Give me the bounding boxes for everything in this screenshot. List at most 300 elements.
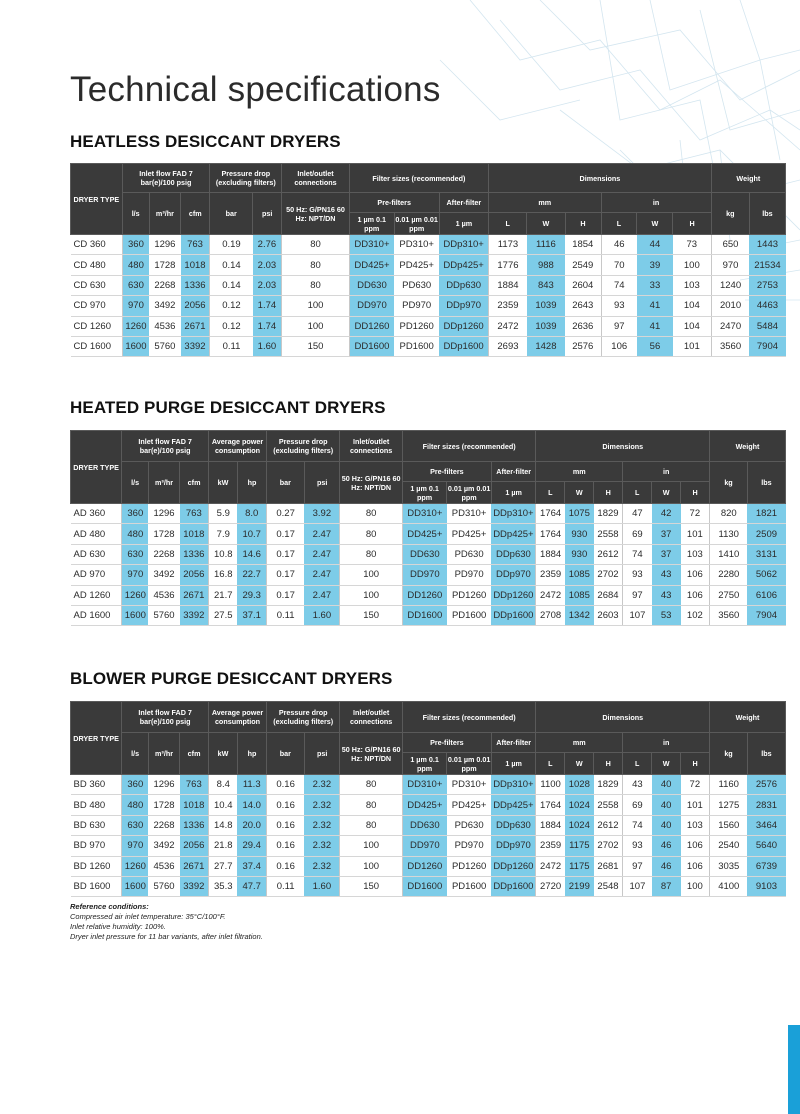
table-row xyxy=(71,605,786,625)
table-row xyxy=(71,775,786,795)
dryer-type-cell: CD 1600 xyxy=(71,336,123,356)
heated-section-title: HEATED PURGE DESICCANT DRYERS xyxy=(70,398,386,417)
table-cell: 360 xyxy=(122,504,149,524)
col-in-h: H xyxy=(681,482,710,504)
table-cell: 41 xyxy=(637,296,673,316)
table-cell: 101 xyxy=(681,795,710,815)
table-cell: 0.14 xyxy=(210,275,253,295)
col-cfm: cfm xyxy=(180,733,209,775)
table-cell: 1728 xyxy=(149,255,180,275)
table-cell: 74 xyxy=(601,275,637,295)
table-cell: 39 xyxy=(637,255,673,275)
table-cell: 0.17 xyxy=(266,544,304,564)
col-dryer-type: DRYER TYPE xyxy=(71,164,123,235)
reference-line: Inlet relative humidity: 100%. xyxy=(70,922,166,931)
table-cell: 1260 xyxy=(122,856,149,876)
table-cell: 33 xyxy=(637,275,673,295)
table-cell: 1764 xyxy=(536,524,565,544)
col-inlet-outlet: Inlet/outlet connections xyxy=(340,702,402,733)
col-m3hr: m³/hr xyxy=(148,462,179,504)
table-cell: 3131 xyxy=(747,544,785,564)
reference-conditions xyxy=(70,902,263,942)
table-cell: DDp970 xyxy=(491,836,536,856)
table-cell: 4536 xyxy=(149,316,180,336)
col-m3hr: m³/hr xyxy=(149,193,180,235)
table-cell: 2.03 xyxy=(253,275,282,295)
table-cell: 1336 xyxy=(180,815,209,835)
table-cell: 2753 xyxy=(749,275,785,295)
table-cell: 1560 xyxy=(710,815,748,835)
table-cell: 1.60 xyxy=(304,876,340,896)
table-cell: 107 xyxy=(623,876,652,896)
col-psi: psi xyxy=(253,193,282,235)
table-cell: 2612 xyxy=(594,815,623,835)
col-afterfilter-1: 1 µm xyxy=(439,213,488,235)
table-cell: DD425+ xyxy=(349,255,394,275)
table-cell: DDp1600 xyxy=(491,876,536,896)
table-cell: DDp310+ xyxy=(439,235,488,255)
table-cell: 1173 xyxy=(489,235,527,255)
table-row xyxy=(71,544,786,564)
table-cell: 2280 xyxy=(710,565,748,585)
table-cell: 29.4 xyxy=(237,836,266,856)
col-bar: bar xyxy=(210,193,253,235)
table-cell: 1776 xyxy=(489,255,527,275)
page-title: Technical specifications xyxy=(70,70,441,109)
table-cell: DDp310+ xyxy=(491,504,536,524)
table-cell: 3492 xyxy=(149,296,180,316)
col-prefilter-1: 1 µm 0.1 ppm xyxy=(349,213,394,235)
table-cell: 27.5 xyxy=(209,605,238,625)
dryer-type-cell: AD 970 xyxy=(71,565,122,585)
table-cell: DD970 xyxy=(349,296,394,316)
table-cell: 27.7 xyxy=(209,856,238,876)
table-cell: 1039 xyxy=(527,296,565,316)
table-cell: 2268 xyxy=(148,815,179,835)
col-prefilter-1: 1 µm 0.1 ppm xyxy=(402,482,447,504)
table-cell: 97 xyxy=(623,585,652,605)
table-cell: DD630 xyxy=(349,275,394,295)
table-cell: 2708 xyxy=(536,605,565,625)
table-cell: 103 xyxy=(673,275,711,295)
table-cell: 2612 xyxy=(594,544,623,564)
table-cell: 3392 xyxy=(181,336,210,356)
table-cell: 0.11 xyxy=(266,876,304,896)
table-cell: 1821 xyxy=(747,504,785,524)
table-cell: 0.16 xyxy=(266,856,304,876)
table-cell: 2359 xyxy=(536,565,565,585)
table-cell: 0.17 xyxy=(266,565,304,585)
table-cell: 1130 xyxy=(710,524,748,544)
dryer-type-cell: CD 970 xyxy=(71,296,123,316)
col-lbs: lbs xyxy=(749,193,785,235)
table-cell: 2472 xyxy=(489,316,527,336)
table-cell: 103 xyxy=(681,544,710,564)
col-in-w: W xyxy=(637,213,673,235)
table-cell: 8.0 xyxy=(237,504,266,524)
table-cell: 5760 xyxy=(148,605,179,625)
table-cell: 1600 xyxy=(122,876,149,896)
table-cell: 820 xyxy=(710,504,748,524)
table-cell: 0.19 xyxy=(210,235,253,255)
table-cell: 480 xyxy=(122,255,149,275)
page-edge-tab xyxy=(788,1025,800,1114)
table-cell: PD630 xyxy=(394,275,439,295)
table-cell: 360 xyxy=(122,235,149,255)
table-cell: PD310+ xyxy=(394,235,439,255)
table-cell: 7904 xyxy=(749,336,785,356)
table-row xyxy=(71,815,786,835)
table-cell: 1175 xyxy=(565,836,594,856)
col-dimensions: Dimensions xyxy=(536,431,710,462)
col-kg: kg xyxy=(711,193,749,235)
table-cell: 2576 xyxy=(747,775,785,795)
table-cell: 1075 xyxy=(565,504,594,524)
table-cell: 843 xyxy=(527,275,565,295)
table-cell: 150 xyxy=(340,605,402,625)
table-cell: 1884 xyxy=(536,815,565,835)
table-cell: 7.9 xyxy=(209,524,238,544)
table-cell: 3.92 xyxy=(304,504,340,524)
table-cell: DDp630 xyxy=(439,275,488,295)
col-lbs: lbs xyxy=(747,462,785,504)
table-cell: 1884 xyxy=(536,544,565,564)
table-row xyxy=(71,336,786,356)
table-cell: 4536 xyxy=(148,585,179,605)
col-in-l: L xyxy=(601,213,637,235)
table-cell: 2576 xyxy=(565,336,601,356)
table-cell: 2.03 xyxy=(253,255,282,275)
col-mm-w: W xyxy=(565,482,594,504)
table-cell: DDp1600 xyxy=(491,605,536,625)
table-cell: 80 xyxy=(282,255,349,275)
table-cell: 100 xyxy=(340,856,402,876)
table-cell: 46 xyxy=(652,836,681,856)
dryer-type-cell: CD 480 xyxy=(71,255,123,275)
table-cell: 2.47 xyxy=(304,565,340,585)
col-after-filter: After-filter xyxy=(491,733,536,753)
table-cell: 1854 xyxy=(565,235,601,255)
table-cell: 1296 xyxy=(149,235,180,255)
col-avg-power: Average power consumption xyxy=(209,431,267,462)
table-cell: 0.11 xyxy=(266,605,304,625)
dryer-type-cell: CD 630 xyxy=(71,275,123,295)
table-cell: DD1600 xyxy=(349,336,394,356)
dryer-type-cell: BD 1600 xyxy=(71,876,122,896)
col-in: in xyxy=(623,462,710,482)
col-psi: psi xyxy=(304,462,340,504)
table-cell: 1085 xyxy=(565,585,594,605)
table-cell: 80 xyxy=(340,795,402,815)
table-cell: 1100 xyxy=(536,775,565,795)
col-ls: l/s xyxy=(122,733,149,775)
table-cell: 53 xyxy=(652,605,681,625)
col-afterfilter-1: 1 µm xyxy=(491,482,536,504)
table-cell: DDp425+ xyxy=(491,524,536,544)
table-row xyxy=(71,316,786,336)
table-row xyxy=(71,296,786,316)
table-cell: 100 xyxy=(340,585,402,605)
table-cell: 100 xyxy=(282,316,349,336)
table-cell: 100 xyxy=(282,296,349,316)
table-cell: 21534 xyxy=(749,255,785,275)
table-cell: PD970 xyxy=(394,296,439,316)
table-cell: 93 xyxy=(623,565,652,585)
col-cfm: cfm xyxy=(180,462,209,504)
table-cell: 0.16 xyxy=(266,775,304,795)
table-cell: 2671 xyxy=(180,856,209,876)
table-cell: 2604 xyxy=(565,275,601,295)
dryer-type-cell: BD 360 xyxy=(71,775,122,795)
col-connection-spec: 50 Hz: G/PN16 60 Hz: NPT/DN xyxy=(340,733,402,775)
table-cell: PD630 xyxy=(447,815,492,835)
table-cell: 1443 xyxy=(749,235,785,255)
col-mm-h: H xyxy=(594,482,623,504)
table-cell: 21.8 xyxy=(209,836,238,856)
col-dimensions: Dimensions xyxy=(536,702,710,733)
col-filter-sizes: Filter sizes (recommended) xyxy=(402,702,536,733)
table-cell: DD310+ xyxy=(349,235,394,255)
table-cell: 20.0 xyxy=(237,815,266,835)
col-pressure-drop: Pressure drop (excluding filters) xyxy=(210,164,282,193)
table-cell: 3464 xyxy=(747,815,785,835)
table-cell: PD310+ xyxy=(447,775,492,795)
table-cell: 3392 xyxy=(180,876,209,896)
table-cell: 3560 xyxy=(711,336,749,356)
table-cell: PD1260 xyxy=(447,585,492,605)
table-cell: 763 xyxy=(180,775,209,795)
col-afterfilter-1: 1 µm xyxy=(491,753,536,775)
col-dryer-type: DRYER TYPE xyxy=(71,702,122,775)
table-cell: 1296 xyxy=(148,775,179,795)
table-cell: 2472 xyxy=(536,856,565,876)
col-mm-l: L xyxy=(536,482,565,504)
col-inlet-flow: Inlet flow FAD 7 bar(e)/100 psig xyxy=(122,164,210,193)
table-cell: DD425+ xyxy=(402,795,447,815)
table-cell: 763 xyxy=(180,504,209,524)
table-cell: 1829 xyxy=(594,504,623,524)
table-cell: 0.12 xyxy=(210,296,253,316)
table-cell: DD1260 xyxy=(349,316,394,336)
table-cell: 1296 xyxy=(148,504,179,524)
col-prefilter-2: 0.01 µm 0.01 ppm xyxy=(447,754,491,773)
table-cell: 80 xyxy=(340,775,402,795)
table-cell: 1.60 xyxy=(304,605,340,625)
table-row xyxy=(71,524,786,544)
table-cell: DD970 xyxy=(402,836,447,856)
table-cell: 2548 xyxy=(594,876,623,896)
table-cell: 101 xyxy=(673,336,711,356)
table-cell: 2.32 xyxy=(304,775,340,795)
table-cell: 1.74 xyxy=(253,316,282,336)
col-connection-spec: 50 Hz: G/PN16 60 Hz: NPT/DN xyxy=(282,193,349,235)
table-cell: 72 xyxy=(681,504,710,524)
table-cell: 150 xyxy=(282,336,349,356)
table-row xyxy=(71,235,786,255)
table-cell: DD310+ xyxy=(402,775,447,795)
col-ls: l/s xyxy=(122,462,149,504)
table-cell: 40 xyxy=(652,775,681,795)
table-cell: 80 xyxy=(340,504,402,524)
col-mm-w: W xyxy=(565,753,594,775)
col-pre-filters: Pre-filters xyxy=(402,733,491,753)
table-cell: 97 xyxy=(601,316,637,336)
table-cell: 0.16 xyxy=(266,815,304,835)
table-cell: 5062 xyxy=(747,565,785,585)
col-pre-filters: Pre-filters xyxy=(402,462,491,482)
table-cell: DDp1260 xyxy=(439,316,488,336)
table-cell: 2470 xyxy=(711,316,749,336)
col-kg: kg xyxy=(710,733,748,775)
table-cell: DD425+ xyxy=(402,524,447,544)
col-weight: Weight xyxy=(711,164,785,193)
table-cell: 988 xyxy=(527,255,565,275)
table-cell: 1336 xyxy=(180,544,209,564)
table-cell: 1764 xyxy=(536,504,565,524)
col-prefilter-2: 0.01 µm 0.01 ppm xyxy=(447,483,491,502)
col-weight: Weight xyxy=(710,431,786,462)
table-cell: 5.9 xyxy=(209,504,238,524)
col-mm: mm xyxy=(536,733,623,753)
dryer-type-cell: AD 1260 xyxy=(71,585,122,605)
table-cell: 2.32 xyxy=(304,856,340,876)
table-cell: 10.4 xyxy=(209,795,238,815)
col-cfm: cfm xyxy=(181,193,210,235)
table-cell: DD630 xyxy=(402,815,447,835)
col-pressure-drop: Pressure drop (excluding filters) xyxy=(266,702,340,733)
table-cell: 2671 xyxy=(181,316,210,336)
table-cell: 16.8 xyxy=(209,565,238,585)
table-row xyxy=(71,255,786,275)
table-cell: 101 xyxy=(681,524,710,544)
table-cell: 2.47 xyxy=(304,585,340,605)
table-cell: 630 xyxy=(122,815,149,835)
table-cell: 37.4 xyxy=(237,856,266,876)
table-cell: 70 xyxy=(601,255,637,275)
table-cell: DDp1260 xyxy=(491,856,536,876)
col-pressure-drop: Pressure drop (excluding filters) xyxy=(266,431,340,462)
table-cell: 970 xyxy=(122,296,149,316)
table-cell: 1275 xyxy=(710,795,748,815)
col-mm: mm xyxy=(489,193,601,213)
table-cell: 2056 xyxy=(180,565,209,585)
table-cell: 1728 xyxy=(148,524,179,544)
table-cell: 40 xyxy=(652,815,681,835)
table-cell: 22.7 xyxy=(237,565,266,585)
table-cell: DDp1260 xyxy=(491,585,536,605)
table-cell: 2702 xyxy=(594,836,623,856)
col-mm-l: L xyxy=(489,213,527,235)
table-cell: 360 xyxy=(122,775,149,795)
table-cell: PD970 xyxy=(447,565,492,585)
table-cell: 14.0 xyxy=(237,795,266,815)
table-cell: 106 xyxy=(681,565,710,585)
table-cell: 1764 xyxy=(536,795,565,815)
table-cell: 74 xyxy=(623,815,652,835)
table-cell: DD970 xyxy=(402,565,447,585)
table-cell: 2681 xyxy=(594,856,623,876)
table-cell: 2720 xyxy=(536,876,565,896)
table-cell: 2.47 xyxy=(304,524,340,544)
col-mm-l: L xyxy=(536,753,565,775)
table-cell: 44 xyxy=(637,235,673,255)
table-cell: 930 xyxy=(565,544,594,564)
table-row xyxy=(71,856,786,876)
col-lbs: lbs xyxy=(747,733,785,775)
table-cell: 104 xyxy=(673,316,711,336)
heated-spec-table xyxy=(70,430,786,626)
table-cell: 2010 xyxy=(711,296,749,316)
table-cell: 2831 xyxy=(747,795,785,815)
table-cell: 6739 xyxy=(747,856,785,876)
table-cell: 47.7 xyxy=(237,876,266,896)
table-cell: 1018 xyxy=(180,795,209,815)
table-cell: 763 xyxy=(181,235,210,255)
table-cell: 93 xyxy=(601,296,637,316)
dryer-type-cell: AD 1600 xyxy=(71,605,122,625)
table-cell: 2056 xyxy=(180,836,209,856)
table-cell: 2359 xyxy=(489,296,527,316)
dryer-type-cell: CD 1260 xyxy=(71,316,123,336)
table-cell: 650 xyxy=(711,235,749,255)
table-cell: 80 xyxy=(340,815,402,835)
col-filter-sizes: Filter sizes (recommended) xyxy=(402,431,536,462)
table-cell: 1342 xyxy=(565,605,594,625)
table-cell: 106 xyxy=(681,585,710,605)
table-cell: 103 xyxy=(681,815,710,835)
table-cell: DDp630 xyxy=(491,815,536,835)
table-cell: PD1260 xyxy=(447,856,492,876)
table-cell: PD1600 xyxy=(447,876,492,896)
table-cell: 80 xyxy=(340,524,402,544)
table-cell: 1600 xyxy=(122,605,149,625)
dryer-type-cell: AD 630 xyxy=(71,544,122,564)
col-in-w: W xyxy=(652,753,681,775)
table-cell: 80 xyxy=(282,275,349,295)
table-cell: DD1600 xyxy=(402,605,447,625)
table-cell: 5484 xyxy=(749,316,785,336)
dryer-type-cell: BD 970 xyxy=(71,836,122,856)
table-cell: 2558 xyxy=(594,524,623,544)
table-cell: 1160 xyxy=(710,775,748,795)
table-cell: 0.27 xyxy=(266,504,304,524)
table-cell: DD310+ xyxy=(402,504,447,524)
col-inlet-flow: Inlet flow FAD 7 bar(e)/100 psig xyxy=(122,702,209,733)
table-cell: 43 xyxy=(652,585,681,605)
table-cell: 2603 xyxy=(594,605,623,625)
table-cell: 40 xyxy=(652,795,681,815)
table-cell: 43 xyxy=(623,775,652,795)
table-cell: 0.16 xyxy=(266,836,304,856)
table-cell: 4536 xyxy=(148,856,179,876)
table-cell: 480 xyxy=(122,795,149,815)
dryer-type-cell: AD 480 xyxy=(71,524,122,544)
table-cell: 0.11 xyxy=(210,336,253,356)
table-cell: 1260 xyxy=(122,585,149,605)
table-cell: DD1260 xyxy=(402,585,447,605)
table-cell: 1410 xyxy=(710,544,748,564)
table-cell: PD425+ xyxy=(447,795,492,815)
table-cell: 3492 xyxy=(148,836,179,856)
table-cell: PD425+ xyxy=(394,255,439,275)
table-cell: 11.3 xyxy=(237,775,266,795)
table-cell: 56 xyxy=(637,336,673,356)
table-cell: DD630 xyxy=(402,544,447,564)
table-row xyxy=(71,275,786,295)
table-cell: 1028 xyxy=(565,775,594,795)
table-row xyxy=(71,876,786,896)
dryer-type-cell: BD 1260 xyxy=(71,856,122,876)
